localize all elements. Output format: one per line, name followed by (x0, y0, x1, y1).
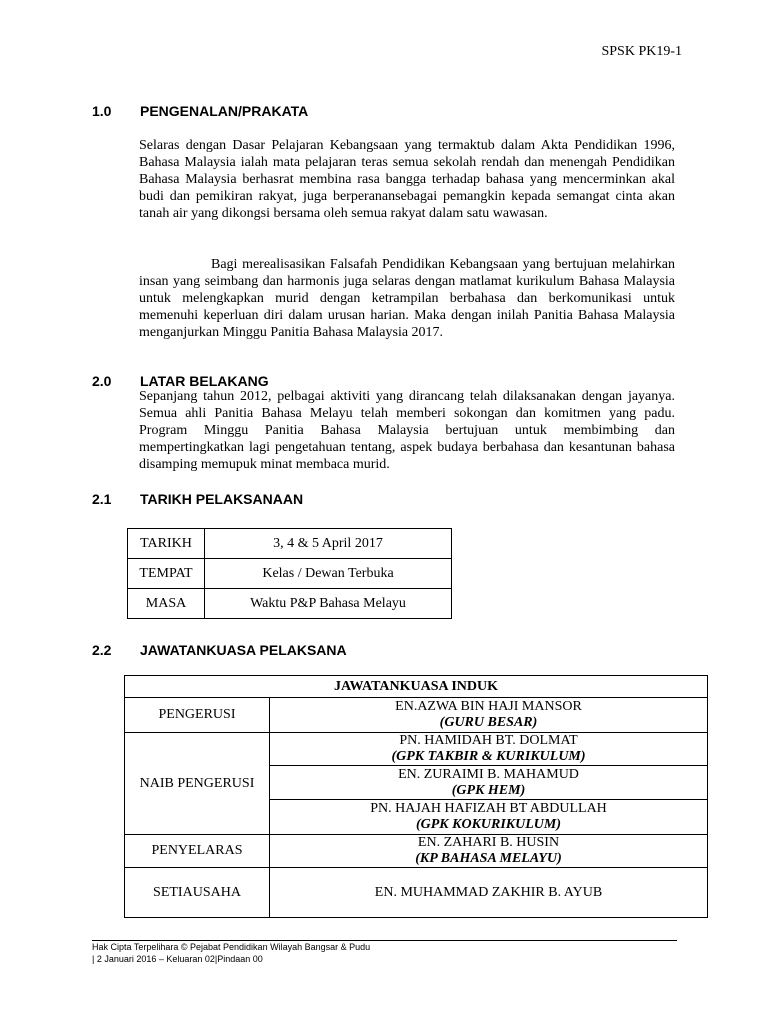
role-label-naib-pengerusi: NAIB PENGERUSI (125, 733, 270, 835)
table-row (125, 676, 708, 698)
role-label-setiausaha: SETIAUSAHA (125, 868, 270, 918)
member-position: (GPK HEM) (451, 782, 526, 798)
table-row (125, 835, 708, 868)
table-row (128, 559, 452, 589)
member-cell (270, 868, 708, 918)
role-label-pengerusi: PENGERUSI (125, 698, 270, 733)
member-name: EN. ZAHARI B. HUSIN (417, 835, 560, 850)
section-title: PENGENALAN/PRAKATA (140, 103, 309, 119)
committee-table (124, 675, 708, 918)
section-title: LATAR BELAKANG (140, 373, 269, 389)
member-position: (KP BAHASA MELAYU) (415, 851, 562, 866)
member-cell (270, 733, 708, 766)
section-title: JAWATANKUASA PELAKSANA (140, 642, 347, 658)
section-number: 1.0 (92, 103, 112, 119)
table-value-cell: 3, 4 & 5 April 2017 (205, 529, 452, 559)
committee-table-header: JAWATANKUASA INDUK (125, 676, 708, 698)
table-value-cell: Kelas / Dewan Terbuka (205, 559, 452, 589)
footer (92, 941, 370, 965)
footer-copyright: Hak Cipta Terpelihara © Pejabat Pendidikan Wilayah Bangsar & Pudu (92, 942, 371, 952)
table-label-cell: MASA (128, 589, 205, 619)
background-paragraph: Sepanjang tahun 2012, pelbagai aktiviti yang dirancang telah dilaksanakan dengan jayanya. Semua ahli Panitia Bahasa Melayu telah memberi sokongan dan komitmen yang padu. Program Minggu Panitia Bahasa Malaysia bertujuan untuk membimbing dan mempertingkatkan lagi pengetahuan tentang, aspek budaya berbahasa dan kesantunan bahasa disamping memupuk minat membaca murid. (139, 389, 675, 472)
section-heading-2-0 (92, 373, 269, 389)
intro-paragraph-2: Bagi merealisasikan Falsafah Pendidikan Kebangsaan yang bertujuan melahirkan insan yang seimbang dan harmonis juga selaras dengan matlamat kurikulum Bahasa Malaysia untuk melengkapkan murid dengan ketrampilan berbahasa dan berkomunikasi untuk memenuhi keperluan diri dalam urusan harian. Maka dengan inilah Panitia Bahasa Malaysia menganjurkan Minggu Panitia Bahasa Malaysia 2017. (139, 257, 675, 340)
member-name: EN. ZURAIMI B. MAHAMUD (398, 766, 579, 782)
member-cell (270, 835, 708, 868)
table-label-cell: TARIKH (128, 529, 205, 559)
section-heading-2-2 (92, 642, 347, 658)
section-number: 2.2 (92, 642, 112, 658)
intro-paragraph-1: Selaras dengan Dasar Pelajaran Kebangsaan yang termaktub dalam Akta Pendidikan 1996, Bahasa Malaysia ialah mata pelajaran teras semua sekolah rendah dan menengah Pendidikan Bahasa Malaysia berhasrat membina rasa bangga terhadap bahasa yang mencerminkan akal budi dan pemikiran rakyat, juga berperanansebagai pemangkin kepada semangat cinta akan tanah air yang dikongsi bersama oleh semua rakyat dalam satu wawasan. (139, 138, 675, 221)
table-row (128, 529, 452, 559)
member-cell (270, 800, 708, 835)
member-name: PN. HAMIDAH BT. DOLMAT (399, 733, 578, 748)
member-name: EN. MUHAMMAD ZAKHIR B. AYUB (374, 884, 603, 900)
table-row (125, 868, 708, 918)
document-code: SPSK PK19-1 (601, 44, 682, 59)
member-cell (270, 766, 708, 800)
section-heading-2-1 (92, 491, 303, 507)
schedule-table (127, 528, 452, 619)
table-row (125, 733, 708, 766)
member-position: (GPK KOKURIKULUM) (415, 817, 562, 832)
section-heading-1-0 (92, 103, 308, 119)
role-label-penyelaras: PENYELARAS (125, 835, 270, 868)
section-title: TARIKH PELAKSANAAN (140, 491, 304, 507)
section-number: 2.1 (92, 491, 112, 507)
member-name: EN.AZWA BIN HAJI MANSOR (395, 699, 582, 714)
section-number: 2.0 (92, 373, 112, 389)
table-row (128, 589, 452, 619)
table-row (125, 698, 708, 733)
member-position: (GURU BESAR) (439, 715, 538, 730)
footer-revision: | 2 Januari 2016 – Keluaran 02|Pindaan 00 (92, 954, 263, 964)
table-value-cell: Waktu P&P Bahasa Melayu (205, 589, 452, 619)
member-cell (270, 698, 708, 733)
member-name: PN. HAJAH HAFIZAH BT ABDULLAH (370, 801, 607, 816)
table-label-cell: TEMPAT (128, 559, 205, 589)
member-position: (GPK TAKBIR & KURIKULUM) (391, 749, 586, 764)
